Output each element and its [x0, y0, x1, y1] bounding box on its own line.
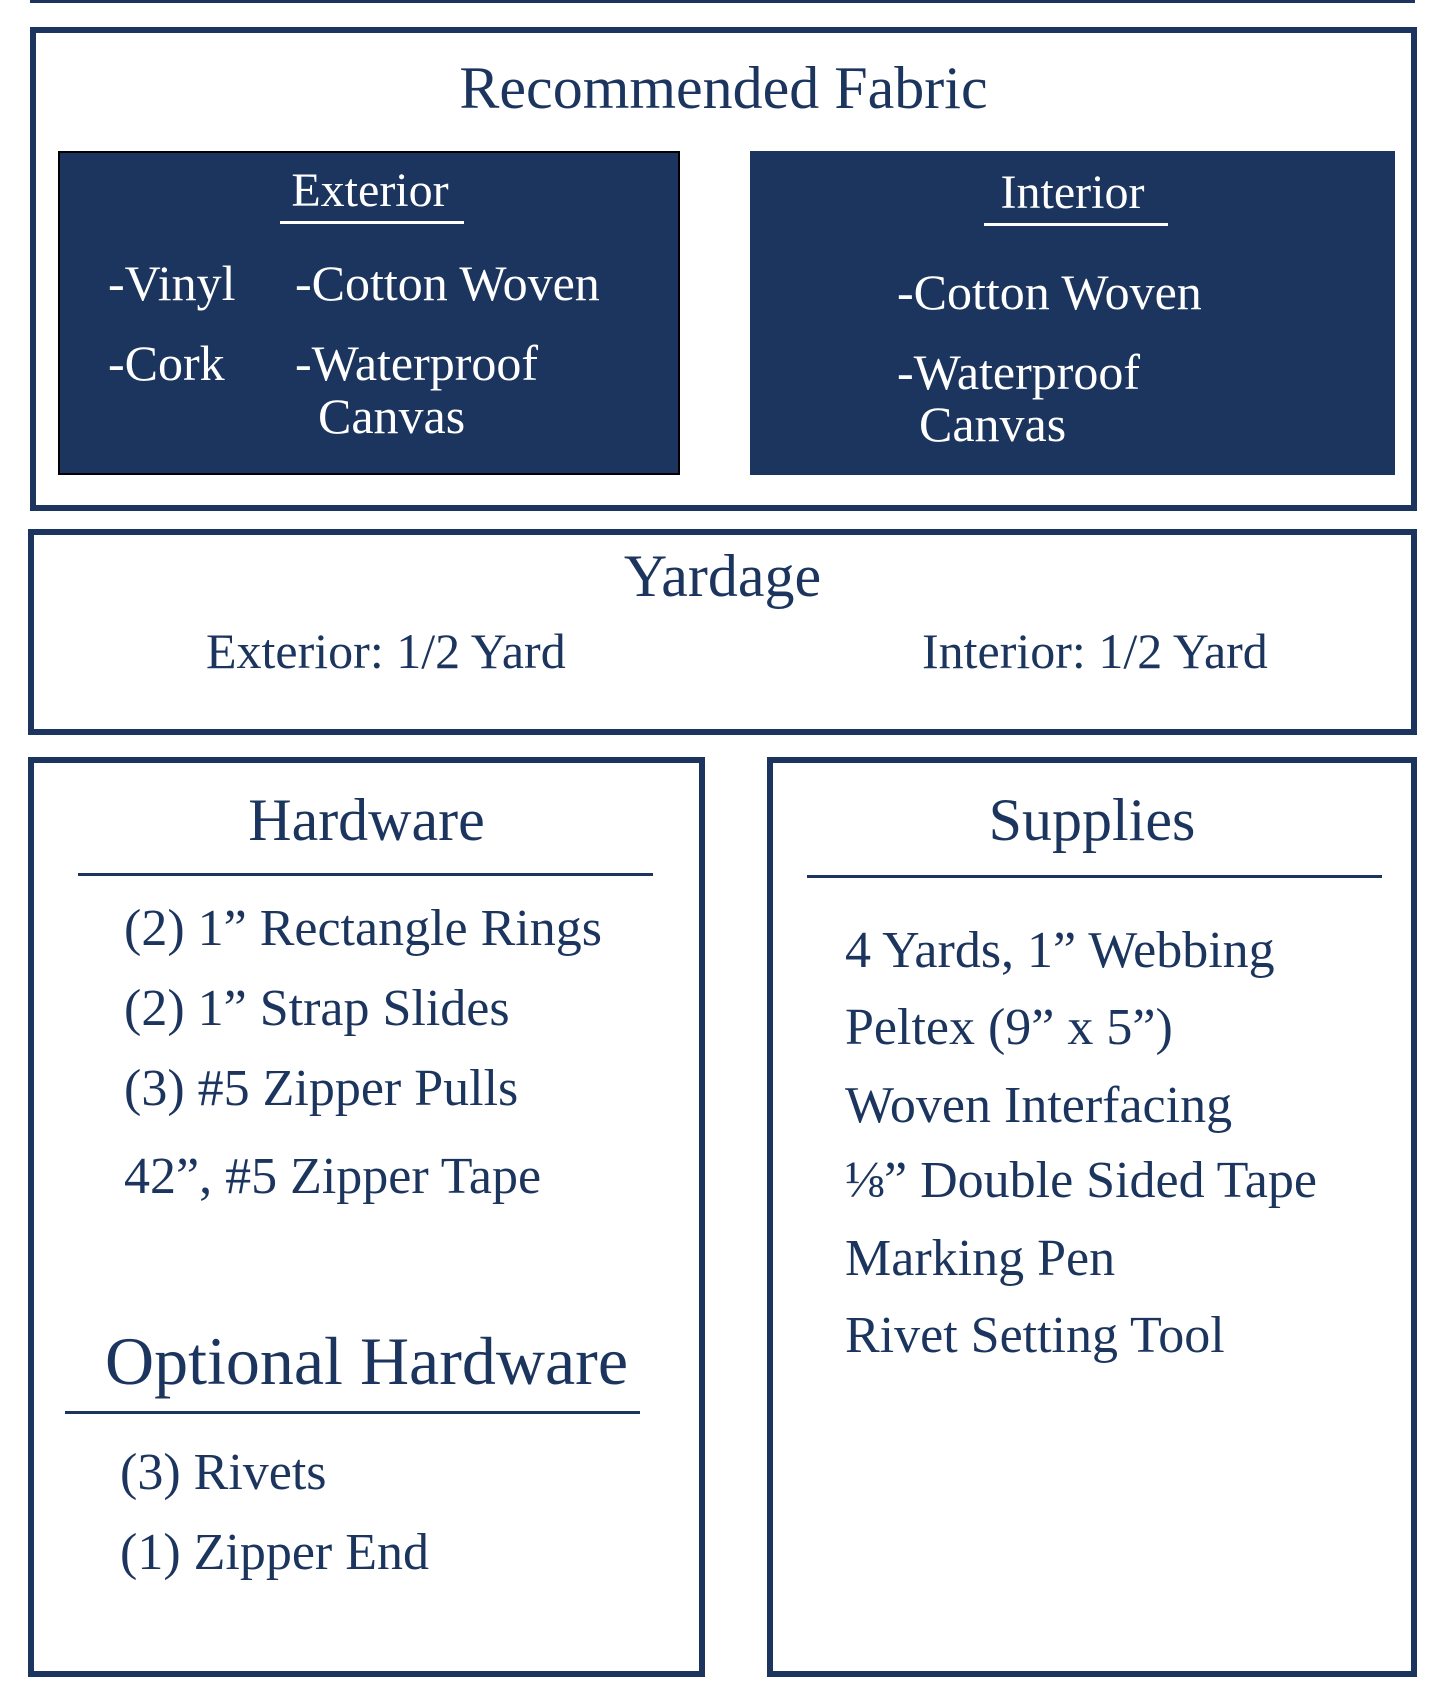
- supplies-item: Marking Pen: [845, 1230, 1116, 1287]
- yardage-exterior: Exterior: 1/2 Yard: [206, 623, 566, 679]
- interior-item-continued: Canvas: [919, 396, 1067, 452]
- exterior-item: -Cork: [108, 335, 225, 391]
- exterior-title-underline: [280, 221, 464, 224]
- supplies-title: Supplies: [988, 787, 1196, 853]
- optional-hardware-item: (3) Rivets: [120, 1444, 327, 1501]
- supplies-title-underline: [807, 875, 1382, 878]
- interior-title: Interior: [1000, 166, 1145, 219]
- recommended-fabric-title: Recommended Fabric: [459, 55, 988, 121]
- exterior-item-continued: Canvas: [318, 388, 466, 444]
- hardware-item: (2) 1” Strap Slides: [124, 980, 510, 1037]
- supplies-item: Rivet Setting Tool: [845, 1307, 1225, 1364]
- interior-item: -Waterproof: [897, 344, 1141, 400]
- hardware-item: 42”, #5 Zipper Tape: [124, 1148, 542, 1205]
- optional-hardware-title: Optional Hardware: [104, 1323, 628, 1399]
- hardware-item: (3) #5 Zipper Pulls: [124, 1060, 519, 1117]
- exterior-item: -Vinyl: [108, 255, 236, 311]
- yardage-title: Yardage: [623, 543, 822, 609]
- interior-title-underline: [984, 223, 1168, 226]
- interior-item: -Cotton Woven: [897, 264, 1202, 320]
- optional-hardware-item: (1) Zipper End: [120, 1524, 430, 1581]
- supplies-item: Woven Interfacing: [845, 1077, 1233, 1134]
- supplies-item: ⅛” Double Sided Tape: [845, 1152, 1317, 1209]
- exterior-item: -Waterproof: [295, 335, 539, 391]
- exterior-item: -Cotton Woven: [295, 255, 600, 311]
- exterior-panel: [58, 151, 680, 475]
- supplies-item: 4 Yards, 1” Webbing: [845, 922, 1275, 979]
- exterior-title: Exterior: [291, 164, 449, 217]
- supplies-box: [767, 757, 1417, 1677]
- hardware-item: (2) 1” Rectangle Rings: [124, 900, 602, 957]
- hardware-title: Hardware: [248, 787, 485, 853]
- supplies-item: Peltex (9” x 5”): [845, 999, 1173, 1056]
- hardware-title-underline: [78, 873, 653, 876]
- optional-hardware-underline: [65, 1411, 640, 1414]
- top-rule: [30, 0, 1415, 3]
- interior-panel: [750, 151, 1395, 475]
- yardage-interior: Interior: 1/2 Yard: [922, 623, 1268, 679]
